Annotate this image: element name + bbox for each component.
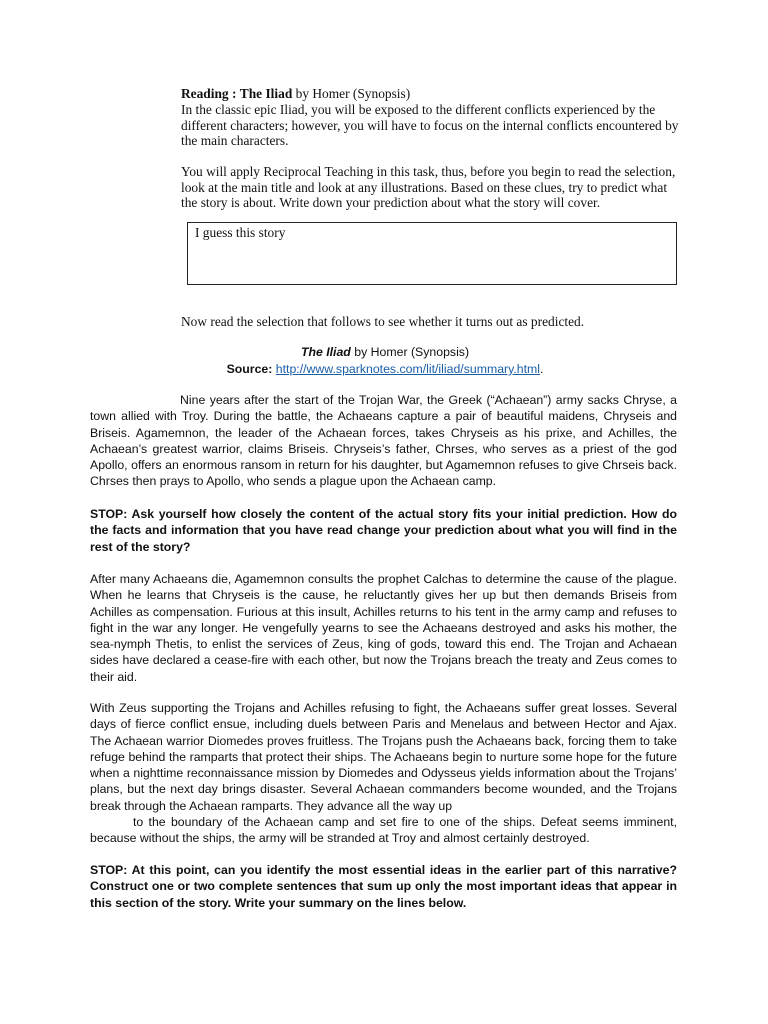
selection-title-name: The Iliad	[300, 345, 351, 359]
selection-title-byline: by Homer (Synopsis)	[354, 345, 470, 359]
reading-byline: by Homer (Synopsis)	[295, 86, 411, 101]
source-period: .	[540, 362, 544, 376]
instructions-paragraph: You will apply Reciprocal Teaching in this task, thus, before you begin to read the selection, look at the main title and look at any illustrations. Based on these clues, try to predict what the story is about. Write down your prediction about what the story will cover.	[181, 164, 676, 211]
source-link[interactable]: http://www.sparknotes.com/lit/iliad/summary.html	[275, 362, 541, 376]
stop-prompt-2: STOP: At this point, can you identify the most essential ideas in the earlier part of this narrative? Construct one or two complete sentences that sum up only the most important ideas that appear in this section of the story. Write your summary on the lines below.	[90, 863, 677, 910]
stop-prompt-1: STOP: Ask yourself how closely the content of the actual story fits your initial prediction. How do the facts and information that you have read change your prediction about what you will find in the rest of the story?	[90, 507, 677, 554]
selection-title	[90, 344, 680, 360]
synopsis-paragraph-1: Nine years after the start of the Trojan War, the Greek (“Achaean”) army sacks Chryse, a town allied with Troy. During the battle, the Achaeans capture a pair of beautiful maidens, Chryseis and Briseis. Agamemnon, the leader of the Achaean forces, takes Chryseis as his prixe, and Achilles, the Achaean’s greatest warrior, claims Briseis. Chryseis’s father, Chrses, who serves as a priest of the god Apollo, offers an enormous ransom in return for his daughter, but Agamemnon refuses to give Chrseis back. Chrses then prays to Apollo, who sends a plague upon the Achaean camp.	[90, 393, 677, 489]
synopsis-paragraph-3-continued: to the boundary of the Achaean camp and set fire to one of the ships. Defeat seems imminent, because without the ships, the army will be stranded at Troy and almost certainly destroyed.	[90, 815, 677, 846]
prediction-box[interactable]	[187, 222, 677, 285]
synopsis-paragraph-3-text: With Zeus supporting the Trojans and Achilles refusing to fight, the Achaeans suffer great losses. Several days of fierce conflict ensue, including duels between Paris and Menelaus and between Hector and Ajax. The Achaean warrior Diomedes proves fruitless. The Trojans push the Achaeans back, forcing them to take refuge behind the ramparts that protect their ships. The Achaeans begin to nurture some hope for the future when a nighttime reconnaissance mission by Diomedes and Odysseus yields information about the Trojans’ plans, but the next day brings disaster. Several Achaean commanders become wounded, and the Trojans break through the Achaean ramparts. They advance all the way up	[90, 701, 677, 813]
synopsis-paragraph-3	[90, 700, 677, 847]
synopsis-paragraph-2: After many Achaeans die, Agamemnon consults the prophet Calchas to determine the cause of the plague. When he learns that Chryseis is the cause, he reluctantly gives her up but then demands Briseis from Achilles as compensation. Furious at this insult, Achilles returns to his tent in the army camp and refuses to fight in the war any longer. He vengefully yearns to see the Achaeans destroyed and asks his mother, the sea-nymph Thetis, to enlist the services of Zeus, king of gods, toward this end. The Trojan and Achaean sides have declared a cease-fire with each other, but now the Trojans breach the treaty and Zeus comes to their aid.	[90, 572, 677, 684]
source-line	[90, 361, 680, 377]
source-label: Source:	[226, 362, 273, 376]
reading-heading	[181, 86, 681, 102]
reading-title: The Iliad	[239, 86, 293, 101]
reading-label: Reading :	[181, 86, 237, 101]
now-read-instruction: Now read the selection that follows to see whether it turns out as predicted.	[181, 314, 585, 329]
intro-paragraph: In the classic epic Iliad, you will be exposed to the different conflicts experienced by the different characters; however, you will have to focus on the internal conflicts encountered by the main characters.	[181, 102, 679, 149]
prediction-text: I guess this story	[195, 225, 286, 240]
